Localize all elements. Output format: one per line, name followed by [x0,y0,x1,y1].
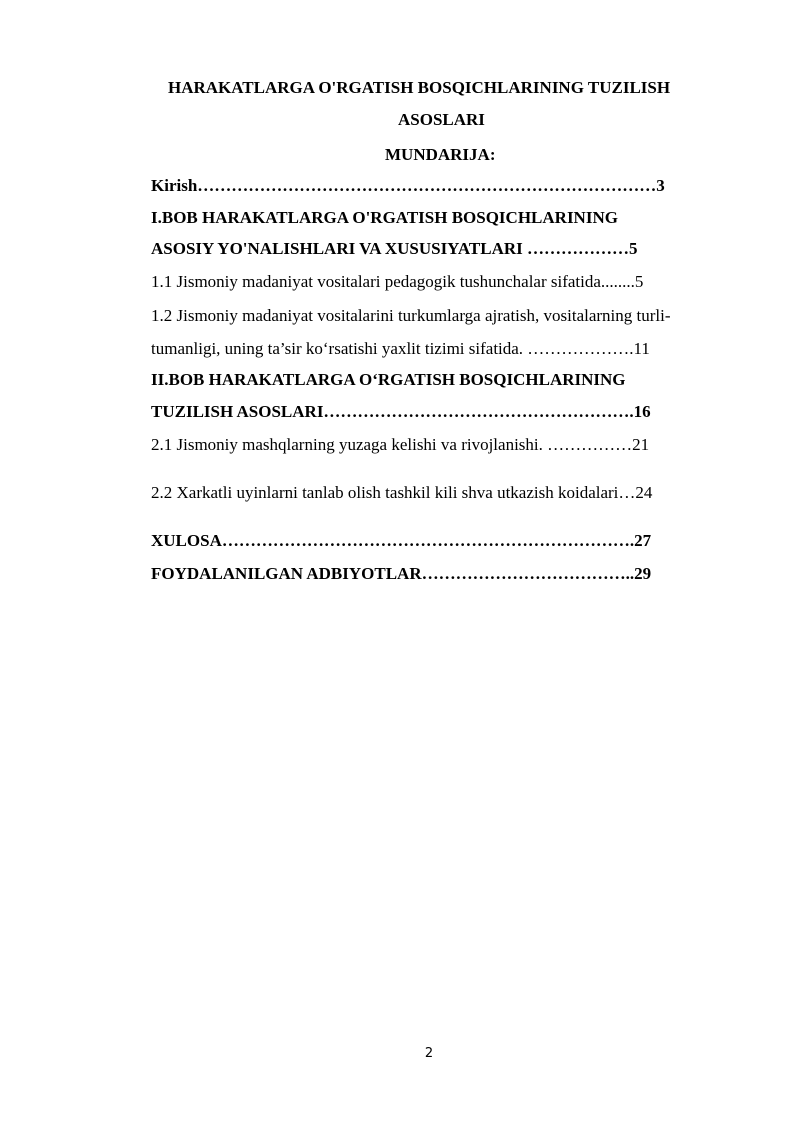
toc-entry-section-1-1: 1.1 Jismoniy madaniyat vositalari pedagogik tushunchalar sifatida........5 [151,272,644,291]
document-title-line-1: HARAKATLARGA O'RGATISH BOSQICHLARINING TUZILISH [168,78,671,97]
toc-entry-chapter-1-line-2: ASOSIY YO'NALISHLARI VA XUSUSIYATLARI ………………5 [151,239,638,258]
toc-entry-chapter-2-line-1: II.BOB HARAKATLARGA O‘RGATISH BOSQICHLARINING [151,370,626,389]
toc-entry-chapter-1-line-1: I.BOB HARAKATLARGA O'RGATISH BOSQICHLARINING [151,208,618,227]
contents-heading: MUNDARIJA: [385,145,496,164]
toc-entry-section-1-2-line-1: 1.2 Jismoniy madaniyat vositalarini turkumlarga ajratish, vositalarning turli- [151,306,671,325]
toc-entry-section-2-2: 2.2 Xarkatli uyinlarni tanlab olish tashkil kili shva utkazish koidalari…24 [151,483,653,502]
toc-entry-section-1-2-line-2: tumanligi, uning ta’sir ko‘rsatishi yaxlit tizimi sifatida. ……………….11 [151,339,650,358]
toc-entry-references: FOYDALANILGAN ADBIYOTLAR………………………………..29 [151,564,652,583]
document-title-line-2: ASOSLARI [398,110,485,129]
toc-entry-conclusion: XULOSA……………………………………………………………….27 [151,531,652,550]
toc-entry-introduction: Kirish………………………………………………………………………3 [151,176,665,195]
toc-entry-section-2-1: 2.1 Jismoniy mashqlarning yuzaga kelishi va rivojlanishi. ……………21 [151,435,650,454]
toc-entry-chapter-2-line-2: TUZILISH ASOSLARI……………………………………………….16 [151,402,651,421]
page-number: 2 [424,1046,434,1061]
